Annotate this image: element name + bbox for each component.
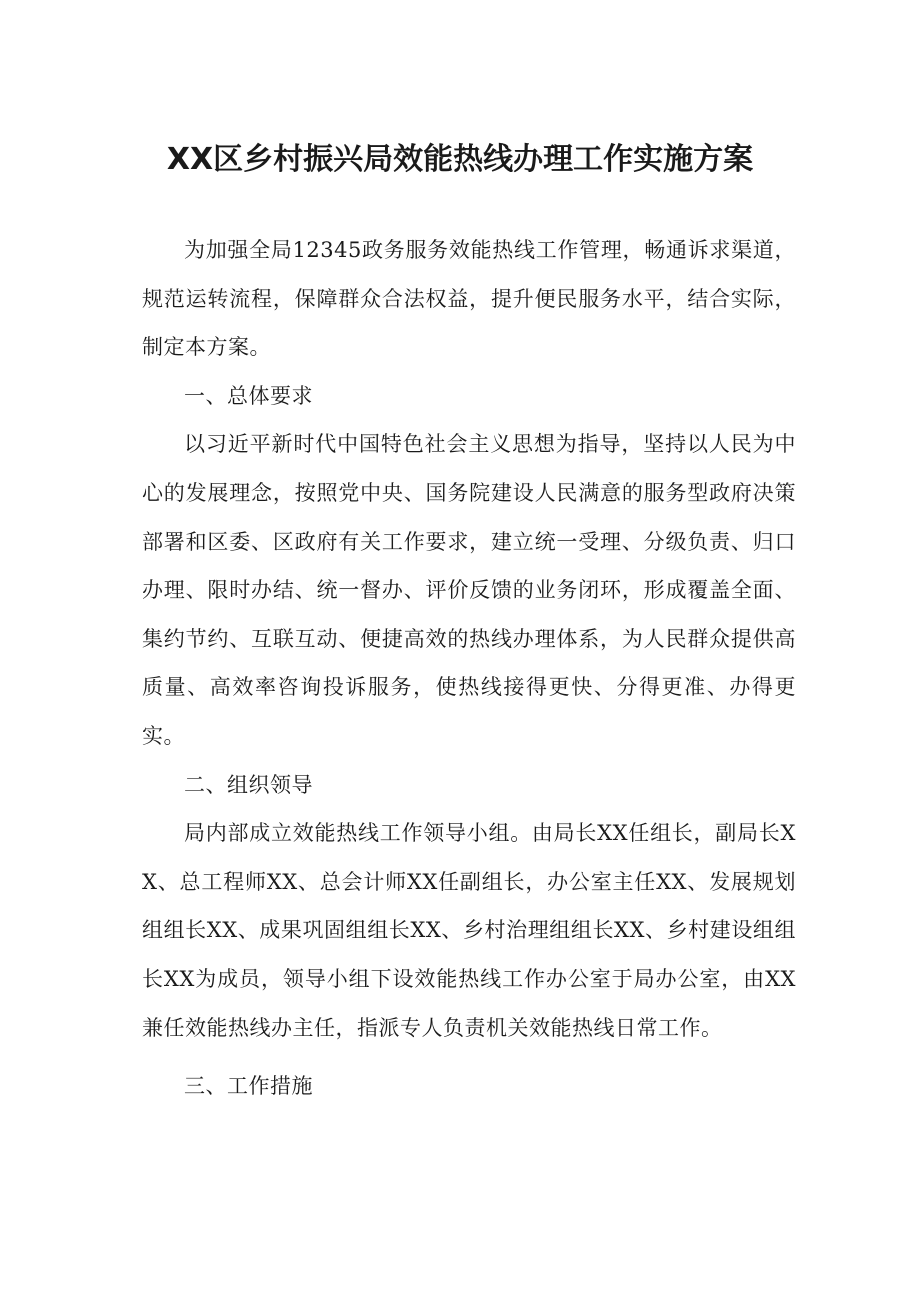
section-heading-general-requirements: 一、总体要求 — [184, 383, 313, 408]
general-requirements-paragraph: 以习近平新时代中国特色社会主义思想为指导，坚持以人民为中心的发展理念，按照党中央、国务院建设人民满意的服务型政府决策部署和区委、区政府有关工作要求，建立统一受理、分级负责、归口办理、限时办结、统一督办、评价反馈的业务闭环，形成覆盖全面、集约节约、互联互动、便捷高效的热线办理体系，为人民群众提供高质量、高效率咨询投诉服务，使热线接得更快、分得更准、办得更实。 — [142, 432, 796, 748]
organization-paragraph: 局内部成立效能热线工作领导小组。由局长XX任组长，副局长XX、总工程师XX、总会计师XX任副组长，办公室主任XX、发展规划组组长XX、成果巩固组组长XX、乡村治理组组长XX、乡村建设组组长XX为成员，领导小组下设效能热线工作办公室于局办公室，由XX兼任效能热线办主任，指派专人负责机关效能热线日常工作。 — [142, 821, 796, 1040]
intro-paragraph: 为加强全局12345政务服务效能热线工作管理，畅通诉求渠道，规范运转流程，保障群众合法权益，提升便民服务水平，结合实际，制定本方案。 — [142, 238, 796, 360]
document-title: XX区乡村振兴局效能热线办理工作实施方案 — [166, 142, 754, 177]
section-heading-organization: 二、组织领导 — [184, 772, 313, 797]
document-body — [142, 226, 796, 1111]
section-heading-measures: 三、工作措施 — [184, 1074, 313, 1099]
